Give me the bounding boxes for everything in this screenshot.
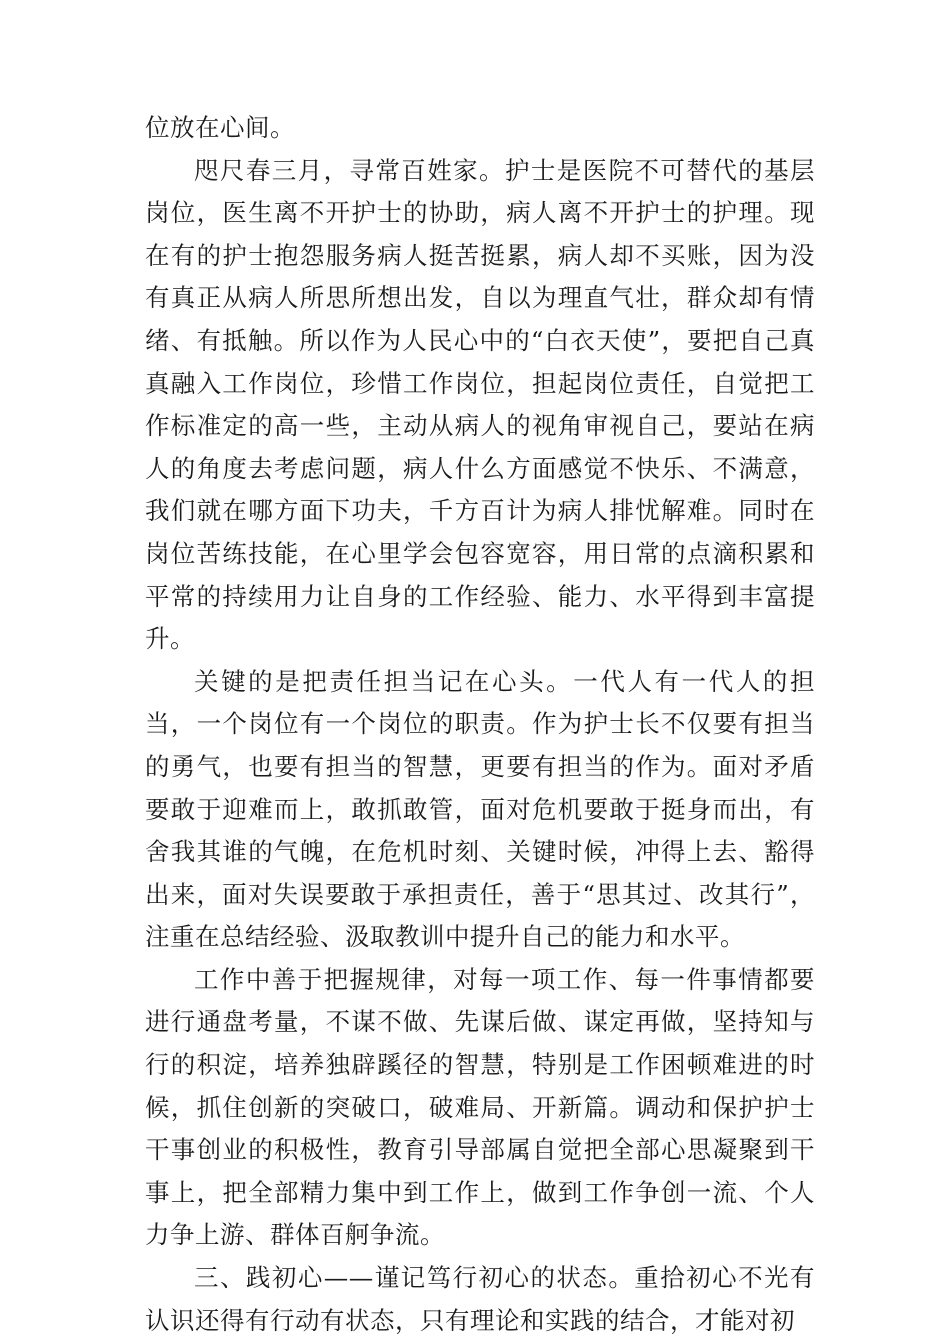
paragraph-2: 咫尺春三月，寻常百姓家。护士是医院不可替代的基层岗位，医生离不开护士的协助，病人离不开护士的护理。现在有的护士抱怨服务病人挺苦挺累，病人却不买账，因为没有真正从病人所思所想出发，自以为理直气壮，群众却有情绪、有抵触。所以作为人民心中的“白衣天使”，要把自己真真融入工作岗位，珍惜工作岗位，担起岗位责任，自觉把工作标准定的高一些，主动从病人的视角审视自己，要站在病人的角度去考虑问题，病人什么方面感觉不快乐、不满意，我们就在哪方面下功夫，千方百计为病人排忧解难。同时在岗位苦练技能，在心里学会包容宽容，用日常的点滴积累和平常的持续用力让自身的工作经验、能力、水平得到丰富提升。 <box>145 155 815 654</box>
paragraph-1: 位放在心间。 <box>145 113 295 142</box>
paragraph-3: 关键的是把责任担当记在心头。一代人有一代人的担当，一个岗位有一个岗位的职责。作为护士长不仅要有担当的勇气，也要有担当的智慧，更要有担当的作为。面对矛盾要敢于迎难而上，敢抓敢管，面对危机要敢于挺身而出，有舍我其谁的气魄，在危机时刻、关键时候，冲得上去、豁得出来，面对失误要敢于承担责任，善于“思其过、改其行”，注重在总结经验、汲取教训中提升自己的能力和水平。 <box>145 666 815 952</box>
document-body <box>145 107 815 1342</box>
paragraph-4: 工作中善于把握规律，对每一项工作、每一件事情都要进行通盘考量，不谋不做、先谋后做、谋定再做，坚持知与行的积淀，培养独辟蹊径的智慧，特别是工作困顿难进的时候，抓住创新的突破口，破难局、开新篇。调动和保护护士干事创业的积极性，教育引导部属自觉把全部心思凝聚到干事上，把全部精力集中到工作上，做到工作争创一流、个人力争上游、群体百舸争流。 <box>145 964 815 1250</box>
paragraph-5: 三、践初心——谨记笃行初心的状态。重拾初心不光有认识还得有行动有状态，只有理论和实践的结合，才能对初 <box>145 1263 815 1335</box>
